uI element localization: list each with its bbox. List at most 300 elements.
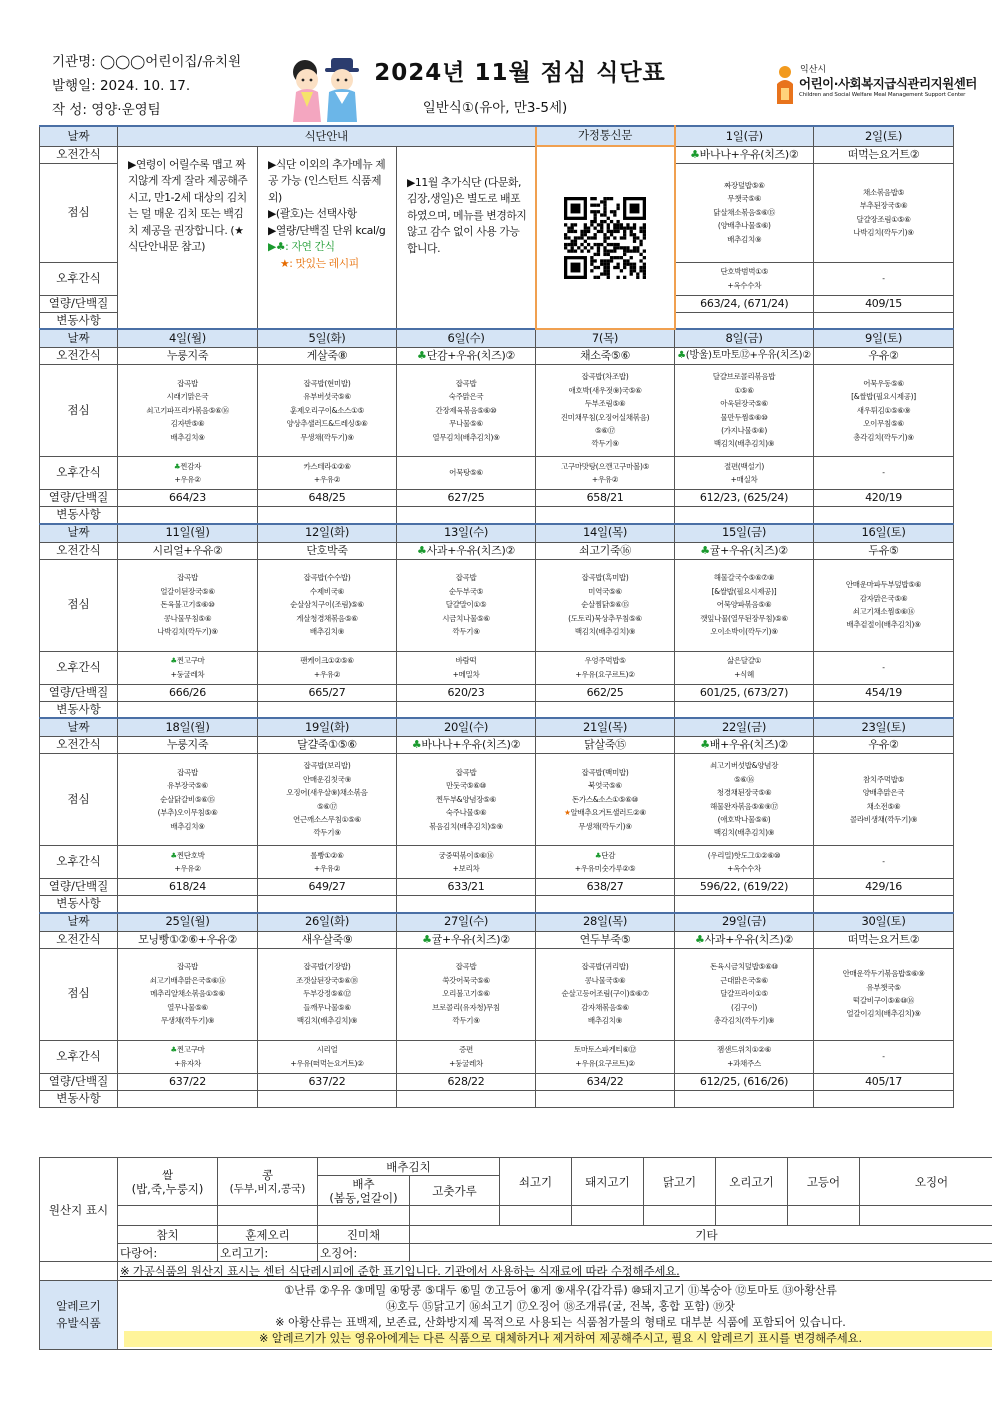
menu-item: 미역국⑤⑥: [588, 586, 622, 596]
center-logo: [773, 62, 977, 110]
day-header: 8일(금): [675, 329, 814, 348]
am-snack: ♣사과+우유(치즈)②: [397, 542, 536, 559]
lunch-menu: [814, 948, 954, 1040]
menu-item: +우유(요구르트)②: [575, 1058, 635, 1068]
origin-smoked-duck: 훈제오리: [218, 1226, 318, 1244]
lunch-menu: [536, 365, 675, 457]
menu-item: +우유②: [313, 475, 341, 484]
change-note[interactable]: [675, 507, 814, 524]
change-note[interactable]: [536, 1090, 675, 1107]
row-label-date: 날짜: [40, 126, 118, 146]
calorie-protein: 663/24, (671/24): [675, 295, 814, 312]
allergy-list: [118, 1281, 992, 1350]
am-snack: 누룽지죽: [118, 348, 258, 365]
menu-item: 연근깨소스무침①⑤⑥: [293, 814, 361, 824]
lunch-menu: [675, 559, 814, 651]
menu-item: +우유②: [174, 475, 201, 484]
clover-icon: ♣: [170, 850, 177, 860]
menu-item: 잡곡밥(흑미밥): [581, 573, 629, 583]
menu-item: 백김치(배추김치)⑨: [296, 1016, 358, 1026]
row-label-am_snack: 오전간식: [40, 146, 118, 163]
row-label-pm_snack: 오후간식: [40, 457, 118, 490]
menu-item: 청경채된장국⑤⑥: [716, 788, 772, 798]
menu-item: 잼샌드위치①②⑥: [717, 1045, 772, 1055]
menu-item: 콩나물무침⑤⑥: [163, 613, 212, 623]
lunch-menu: [536, 559, 675, 651]
menu-item: 시금치나물⑤⑥: [442, 613, 490, 623]
origin-bean: [218, 1158, 318, 1206]
menu-item: 총각김치(깍두기)⑨: [853, 432, 914, 442]
menu-item: 유부챗국⑤: [866, 982, 901, 992]
menu-item: 잡곡밥: [455, 962, 477, 972]
day-header: 11일(월): [118, 524, 258, 543]
origin-note: ※ 가공식품의 원산지 표시는 센터 식단레시피에 준한 표기입니다. 기관에서 사용하는 식재료에 따라 수정해주세요.: [118, 1262, 992, 1281]
change-note[interactable]: [118, 896, 258, 913]
am-snack: 연두부죽⑤: [536, 931, 675, 948]
menu-item: 무생채(깍두기)⑨: [300, 432, 354, 442]
change-note[interactable]: [814, 507, 954, 524]
clover-icon: ♣: [170, 1045, 177, 1055]
menu-item: 어묵양파볶음⑤⑥: [716, 600, 772, 610]
lunch-menu: [118, 365, 258, 457]
menu-item: 부추된장국⑤⑥: [859, 201, 908, 211]
calorie-protein: 649/27: [258, 879, 397, 896]
menu-item: 총각김치(깍두기)⑨: [713, 1016, 775, 1026]
day-header: 27일(수): [397, 913, 536, 932]
menu-item: 두부강정⑤⑥⑫: [303, 989, 351, 999]
menu-item: 숙주나물⑤⑥: [445, 808, 487, 818]
change-note[interactable]: [675, 701, 814, 718]
guide-header: 식단안내: [118, 126, 536, 146]
menu-item: 잡곡밥: [177, 378, 198, 388]
menu-item: 삶은달걀①: [726, 656, 762, 666]
am-snack: 쇠고기죽⑯: [536, 542, 675, 559]
clover-icon: ♣: [700, 543, 710, 557]
menu-item: 쇠고기버섯밥&양념장: [709, 761, 779, 771]
author: 작 성: 영양·운영팀: [52, 102, 161, 118]
origin-pork: 돼지고기: [572, 1158, 644, 1206]
day-header: 29일(금): [675, 913, 814, 932]
calorie-protein: 601/25, (673/27): [675, 684, 814, 701]
lunch-menu: [814, 559, 954, 651]
menu-item: 깍두기⑨: [313, 828, 341, 838]
origin-mackerel: 고등어: [788, 1158, 860, 1206]
pm-snack: [397, 1040, 536, 1073]
day-header: 28일(목): [536, 913, 675, 932]
page-header: [0, 0, 992, 125]
menu-item: 잡곡밥(차조밥): [581, 372, 629, 382]
menu-item: 달걀프라이①⑤: [720, 989, 768, 999]
am-snack: 게살죽⑧: [258, 348, 397, 365]
am-snack: 모닝빵①②⑥+우유②: [118, 931, 258, 948]
change-note[interactable]: [118, 701, 258, 718]
origin-etc-squid[interactable]: 오징어:: [318, 1244, 410, 1262]
clover-icon: ♣: [170, 656, 177, 666]
pm-snack: [258, 457, 397, 490]
change-note[interactable]: [258, 896, 397, 913]
day-header: 14일(목): [536, 524, 675, 543]
menu-item: 물만두찜⑤⑥⑩: [720, 412, 768, 422]
menu-item: 순살닭갈비⑤⑥⑮: [160, 794, 215, 804]
guide-note-1: ▶연령이 어릴수록 맵고 짜지않게 작게 잘라 제공해주시고, 만1-2세 대상의 김치는 덜 매운 김치 또는 백김치 제공을 권장합니다. (★식단안내문 참고): [118, 146, 258, 329]
menu-item: 찐두부&양념장⑤⑥: [435, 794, 497, 804]
menu-item: 잡곡밥: [177, 962, 198, 972]
calorie-protein: 612/23, (625/24): [675, 490, 814, 507]
menu-item: +옥수수차: [727, 864, 761, 873]
menu-item: 백김치(배추김치)⑨: [574, 627, 636, 637]
origin-etc-tuna[interactable]: 다랑어:: [118, 1244, 218, 1262]
allergy-line-2: ⑭호두 ⑮닭고기 ⑯쇠고기 ⑰오징어 ⑱조개류(굴, 전복, 홍합 포함) ⑲잣: [385, 1300, 736, 1313]
menu-item: 시래기맑은국: [166, 392, 209, 402]
row-label-pm_snack: 오후간식: [40, 651, 118, 684]
calorie-protein: 429/16: [814, 879, 954, 896]
calorie-protein: 637/22: [258, 1073, 397, 1090]
row-label-date: 날짜: [40, 524, 118, 543]
am-snack: ♣바나나+우유(치즈)②: [397, 737, 536, 754]
change-note[interactable]: [536, 896, 675, 913]
origin-tuna: 참치: [118, 1226, 218, 1244]
menu-item: 백김치(배추김치)⑨: [713, 439, 775, 449]
menu-item: 나박김치(깍두기)⑨: [157, 627, 218, 637]
pm-snack: [536, 457, 675, 490]
menu-item: 토마토스파게티⑥⑫: [573, 1045, 637, 1055]
menu-item: -: [882, 857, 885, 867]
allergy-label-1: 알레르기: [56, 1299, 101, 1313]
menu-item: (부추)오이무침⑤⑥: [157, 808, 218, 818]
menu-item: (가지나물⑤⑥): [721, 425, 767, 435]
menu-item: 애호박(새우젓⑨)국⑤⑥: [568, 385, 642, 395]
guide-line: ▶열량/단백질 단위 kcal/g: [268, 223, 386, 237]
row-label-changes: 변동사항: [40, 701, 118, 718]
origin-etc-duck[interactable]: 오리고기:: [218, 1244, 318, 1262]
origin-etc-value[interactable]: [410, 1244, 992, 1262]
origin-value-duck[interactable]: [716, 1206, 788, 1226]
origin-value-rice[interactable]: [118, 1206, 218, 1226]
change-note[interactable]: [536, 701, 675, 718]
am-snack: ♣단감+우유(치즈)②: [397, 348, 536, 365]
origin-cabbage-name: 배추: [352, 1176, 375, 1191]
pm-snack: [258, 1040, 397, 1073]
day-header: 19일(화): [258, 718, 397, 737]
menu-item: 잡곡밥(백미밥): [581, 767, 629, 777]
menu-item: -: [882, 468, 885, 478]
menu-item: 메추리알채소볶음①⑤⑥: [150, 989, 225, 999]
origin-value-chicken[interactable]: [644, 1206, 716, 1226]
allergy-label-2: 유발식품: [56, 1316, 101, 1330]
change-note[interactable]: [258, 1090, 397, 1107]
origin-value-cabbage[interactable]: [318, 1206, 410, 1226]
menu-item: 만둣국⑤⑥⑩: [445, 781, 487, 791]
lunch-menu: [258, 948, 397, 1040]
menu-item: 훈제오리구이&소스①⑤: [290, 405, 364, 415]
pm-snack: [814, 846, 954, 879]
change-note[interactable]: [675, 1090, 814, 1107]
am-snack: 시리얼+우유②: [118, 542, 258, 559]
menu-item: 돈육불고기⑤⑥⑩: [160, 600, 215, 610]
pm-snack: [258, 846, 397, 879]
change-note[interactable]: [814, 896, 954, 913]
day-header: 30일(토): [814, 913, 954, 932]
menu-item: 떡갈비구이⑤⑥⑩⑯: [852, 996, 915, 1005]
menu-item: 무챗국⑤⑥: [727, 194, 762, 204]
origin-cabbage: [318, 1176, 410, 1206]
am-snack: ♣바나나+우유(치즈)②: [675, 146, 814, 163]
change-note[interactable]: [675, 896, 814, 913]
pm-snack: [536, 651, 675, 684]
pm-snack: [118, 846, 258, 879]
menu-item: (도토리)묵상추무침⑤⑥: [568, 613, 642, 623]
change-note[interactable]: [814, 1090, 954, 1107]
menu-item: 배추겉절이(배추김치)⑨: [846, 620, 921, 630]
menu-item: [&쌀밥(필요시제공)]: [711, 586, 777, 596]
lunch-menu: [814, 163, 954, 262]
day-header: 15일(금): [675, 524, 814, 543]
guide-note-3: ▶11월 추가식단 (다문화,김장,생일)은 별도로 배포하였으며, 메뉴를 변경하지 않고 감수 없이 사용 가능합니다.: [397, 146, 536, 329]
menu-item: +보리차: [452, 864, 480, 873]
origin-chicken: 닭고기: [644, 1158, 716, 1206]
pm-snack: [118, 457, 258, 490]
menu-item: (우리밀)핫도그①②⑥⑩: [707, 850, 781, 860]
menu-item: 열무김치(배추김치)⑨: [432, 432, 500, 442]
menu-item: 무생채(깍두기)⑨: [578, 821, 632, 831]
am-snack: ♣배+우유(치즈)②: [675, 737, 814, 754]
day-header: 26일(화): [258, 913, 397, 932]
lunch-menu: [258, 754, 397, 846]
allergy-line-1: ①난류 ②우유 ③메밀 ④땅콩 ⑤대두 ⑥밀 ⑦고등어 ⑧게 ⑨새우(갑각류) ⑩돼지고기 ⑪복숭아 ⑫토마토 ⑬아황산류: [284, 1284, 837, 1297]
guide-line: ★: 맛있는 레시피: [280, 256, 359, 270]
change-note[interactable]: [675, 312, 814, 329]
menu-item: 절편(백설기): [724, 461, 764, 471]
row-label-calorie: 열량/단백질: [40, 490, 118, 507]
menu-item: ①⑤⑥: [734, 385, 754, 395]
day-header: 12일(화): [258, 524, 397, 543]
change-note[interactable]: [814, 312, 954, 329]
pm-snack: [675, 846, 814, 879]
menu-item: -: [882, 662, 885, 672]
lunch-menu: [258, 365, 397, 457]
menu-item: ♣찐감자: [173, 461, 202, 471]
am-snack: ♣(방울)토마토⑫+우유(치즈)②: [675, 348, 814, 365]
menu-item: 단호박범벅①⑤: [720, 267, 769, 277]
menu-item: 볶음김치(배추김치)⑤⑨: [429, 821, 503, 831]
origin-value-squid[interactable]: [860, 1206, 992, 1226]
menu-item: 배추김치⑨: [587, 1016, 623, 1026]
issue-date: 발행일: 2024. 10. 17.: [52, 78, 191, 94]
origin-jinmichae: 진미채: [318, 1226, 410, 1244]
menu-item: +둥굴레차: [449, 1058, 483, 1068]
menu-item: 유부버섯국⑤⑥: [303, 392, 351, 402]
day-header: 5일(화): [258, 329, 397, 348]
change-note[interactable]: [118, 1090, 258, 1107]
menu-item: 돈가스&소스①⑤⑥⑩: [572, 794, 638, 804]
menu-item: 양배추맑은국: [862, 788, 905, 798]
menu-item: 아욱된장국⑤⑥: [720, 399, 768, 409]
calorie-protein: 633/21: [397, 879, 536, 896]
menu-item: 북엇국⑤⑥: [588, 781, 622, 791]
menu-item: 달걀말이①⑤: [445, 600, 487, 610]
clover-icon: ♣: [422, 932, 432, 946]
origin-value-pork[interactable]: [572, 1206, 644, 1226]
menu-item: ♣찐단호박: [170, 850, 205, 860]
menu-item: 안매운마파두부덮밥⑤⑥: [845, 580, 922, 590]
origin-duck: 오리고기: [716, 1158, 788, 1206]
menu-item: 돈육시금치덮밥⑤⑥⑩: [710, 962, 778, 972]
menu-item: 깍두기⑨: [452, 1016, 480, 1026]
menu-item: 안매운깍두기볶음밥⑤⑥⑨: [842, 969, 925, 979]
menu-item: [&쌀밥(필요시제공)]: [851, 392, 916, 402]
menu-item: (애호박나물⑤⑥): [717, 814, 771, 824]
menu-item: 양상추샐러드&드레싱⑤⑥: [286, 419, 368, 429]
row-label-am_snack: 오전간식: [40, 931, 118, 948]
change-note[interactable]: [397, 896, 536, 913]
menu-item: 채소볶음밥⑤: [862, 187, 905, 197]
day-header: 21일(목): [536, 718, 675, 737]
row-label-calorie: 열량/단백질: [40, 879, 118, 896]
menu-item: 두부조림⑤⑥: [584, 399, 626, 409]
menu-item: 달걀브로콜리볶음밥: [712, 372, 776, 382]
origin-value-mackerel[interactable]: [788, 1206, 860, 1226]
change-note[interactable]: [258, 701, 397, 718]
menu-item: 잡곡밥(보리밥): [303, 761, 351, 771]
menu-item: 쑥갓어묵국⑤⑥: [442, 975, 490, 985]
menu-item: ⑤⑥⑰: [594, 425, 616, 435]
row-label-am_snack: 오전간식: [40, 737, 118, 754]
lunch-menu: [675, 754, 814, 846]
am-snack: ♣귤+우유(치즈)②: [675, 542, 814, 559]
menu-item: ♣찐고구마: [170, 656, 205, 666]
origin-rice-name: 쌀: [161, 1167, 174, 1182]
calorie-protein: 620/23: [397, 684, 536, 701]
calorie-protein: 405/17: [814, 1073, 954, 1090]
row-label-changes: 변동사항: [40, 312, 118, 329]
clover-icon: ♣: [594, 850, 602, 860]
change-note[interactable]: [536, 507, 675, 524]
center-logo-icon: [773, 64, 797, 108]
guide-line: ▶식단 이외의 추가메뉴 제공 가능 (인스턴트 식품제외): [268, 157, 386, 204]
lunch-menu: [258, 559, 397, 651]
menu-item: 나박김치(깍두기)⑨: [853, 227, 914, 237]
day-header: 25일(월): [118, 913, 258, 932]
am-snack: 새우살죽⑨: [258, 931, 397, 948]
newsletter-qr[interactable]: [536, 146, 675, 329]
menu-item: 잡곡밥(기장밥): [303, 962, 351, 972]
change-note[interactable]: [814, 701, 954, 718]
menu-item: +둥굴레차: [170, 669, 205, 679]
lunch-menu: [397, 948, 536, 1040]
menu-item: 잡곡밥: [177, 767, 198, 777]
page-subtitle: 일반식①(유아, 만3-5세): [422, 100, 568, 116]
change-note[interactable]: [258, 507, 397, 524]
menu-item: 순살찜닭⑤⑥⑮: [581, 600, 629, 610]
menu-item: 오이무침⑤⑥: [863, 419, 904, 429]
row-label-lunch: 점심: [40, 948, 118, 1040]
menu-item: 잡곡밥(현미밥): [303, 378, 351, 388]
day-header: 22일(금): [675, 718, 814, 737]
guide-line: ▶(괄호)는 선택사항: [268, 207, 357, 220]
day-header: 4일(월): [118, 329, 258, 348]
day-header: 23일(토): [814, 718, 954, 737]
am-snack: 두유⑤: [814, 542, 954, 559]
pm-snack: [675, 651, 814, 684]
lunch-menu: [536, 754, 675, 846]
menu-item: 배추김치⑨: [309, 627, 345, 637]
menu-item: 무생채(깍두기)⑨: [160, 1016, 215, 1026]
change-note[interactable]: [397, 507, 536, 524]
menu-item: +우유②: [591, 475, 619, 484]
origin-value-beef[interactable]: [500, 1206, 572, 1226]
menu-item: 감자맑은국⑤⑥: [859, 593, 908, 603]
menu-item: 게살청경채볶음⑤⑥: [296, 613, 358, 623]
lunch-menu: [814, 754, 954, 846]
row-label-calorie: 열량/단백질: [40, 1073, 118, 1090]
menu-item: 백김치(배추김치)⑨: [713, 828, 775, 838]
menu-item: 해물완자볶음⑤⑥⑨⑰: [709, 801, 779, 811]
menu-item: 쇠고기배추맑은국⑤⑥⑯: [149, 975, 226, 985]
menu-item: +옥수수차: [727, 280, 762, 290]
lunch-menu: [536, 948, 675, 1040]
calorie-protein: 627/25: [397, 490, 536, 507]
clover-icon: ♣: [411, 738, 422, 752]
am-snack: ♣귤+우유(치즈)②: [397, 931, 536, 948]
change-note[interactable]: [397, 701, 536, 718]
star-icon: ★: [564, 808, 571, 818]
calorie-protein: 666/26: [118, 684, 258, 701]
am-snack: 달걀죽①⑤⑥: [258, 737, 397, 754]
day-header: 2일(토): [814, 126, 954, 146]
menu-item: 해물갈국수⑤⑥⑦⑧: [713, 573, 775, 583]
origin-squid: 오징어: [860, 1158, 992, 1206]
menu-item: -: [882, 273, 885, 283]
calorie-protein: 662/25: [536, 684, 675, 701]
menu-item: ♣단감: [594, 850, 616, 860]
calorie-protein: 664/23: [118, 490, 258, 507]
row-label-changes: 변동사항: [40, 896, 118, 913]
change-note[interactable]: [118, 507, 258, 524]
day-header: 7(목): [536, 329, 675, 348]
row-label-lunch: 점심: [40, 754, 118, 846]
origin-etc: 기타: [410, 1226, 992, 1244]
menu-item: +식혜: [734, 669, 754, 679]
lunch-menu: [675, 163, 814, 262]
guide-note-2: [258, 146, 397, 329]
menu-item: 잡곡밥: [455, 573, 477, 583]
menu-item: 진미채무침(오징어실채볶음): [560, 412, 650, 422]
clover-icon: ♣: [690, 147, 700, 161]
menu-item: 순두부국⑤: [448, 586, 484, 596]
menu-item: 짜장덮밥⑤⑥: [723, 180, 765, 190]
calorie-protein: 596/22, (619/22): [675, 879, 814, 896]
menu-item: (김구이): [730, 1002, 758, 1012]
menu-item: 순살고등어조림(구이)⑤⑥⑦: [561, 989, 649, 999]
menu-item: 잡곡밥(수수밥): [303, 573, 351, 583]
origin-value-chili[interactable]: [410, 1206, 500, 1226]
origin-beef: 쇠고기: [500, 1158, 572, 1206]
origin-value-bean[interactable]: [218, 1206, 318, 1226]
change-note[interactable]: [397, 1090, 536, 1107]
lunch-menu: [118, 559, 258, 651]
pm-snack: [814, 457, 954, 490]
menu-item: 바람떡: [455, 656, 477, 666]
menu-item: 참치주먹밥⑤: [862, 774, 905, 784]
origin-bean-sub: (두부,비지,콩국): [229, 1182, 306, 1195]
allergy-label: [40, 1281, 118, 1350]
origin-allergy-table: [39, 1157, 992, 1350]
menu-item: 배추김치⑨: [170, 821, 205, 831]
menu-item: 근대맑은국⑤⑥: [720, 975, 768, 985]
am-snack: 우유②: [814, 737, 954, 754]
origin-cabbage-sub: (봄동,얼갈이): [329, 1190, 398, 1205]
qr-code-icon[interactable]: [564, 197, 646, 279]
